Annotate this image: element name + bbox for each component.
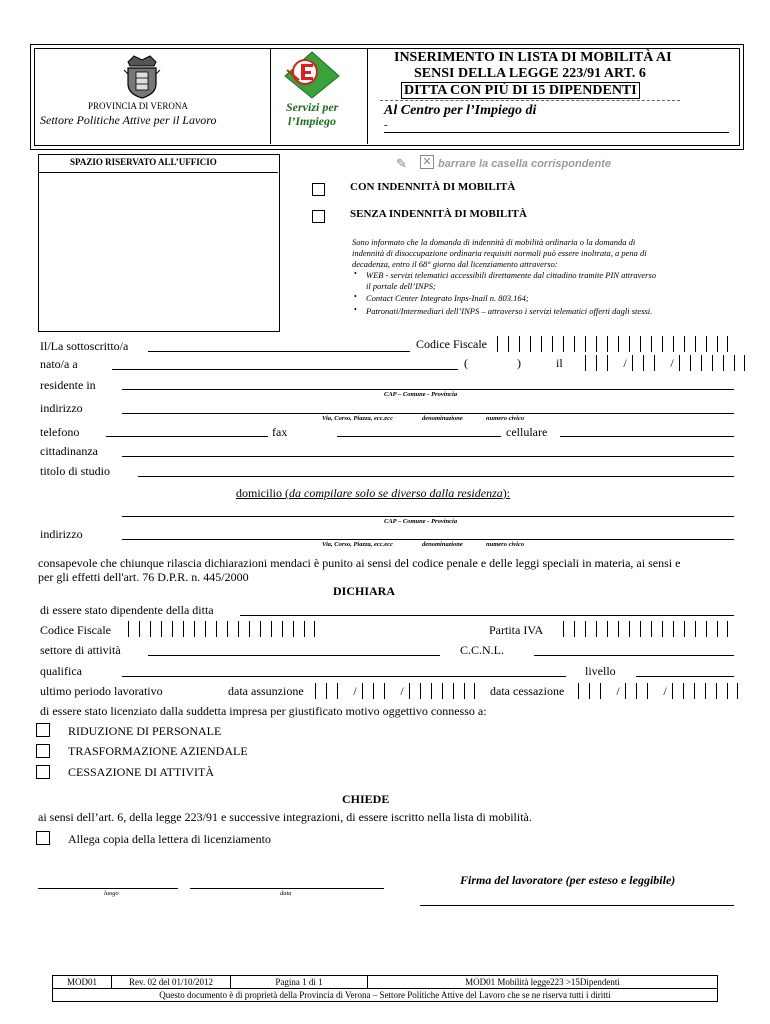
cellulare-label: cellulare: [506, 425, 548, 439]
trasformazione-checkbox[interactable]: [36, 744, 50, 758]
services-line1: Servizi per: [286, 100, 339, 114]
indirizzo-label: indirizzo: [40, 401, 83, 415]
bullet-icon: •: [354, 292, 357, 301]
footer-mod: MOD01: [53, 976, 112, 989]
il-label: il: [556, 356, 563, 370]
info-bullet3: Patronati/Intermediari dell’INPS – attraverso i servizi telematici offerti dagli stessi.: [366, 306, 653, 316]
livello-field[interactable]: [636, 676, 734, 677]
indirizzo2-label: indirizzo: [40, 527, 83, 541]
via-hint: Via, Corso, Piazza, ecc.ecc: [322, 415, 393, 422]
info-line2: indennità di disoccupazione ordinaria requisiti normali può essere inoltrata, a pena di: [352, 248, 647, 258]
telefono-label: telefono: [40, 425, 80, 439]
nato-field[interactable]: [112, 369, 458, 370]
assunzione-cells[interactable]: / /: [315, 683, 475, 699]
centro-field-line[interactable]: [384, 132, 729, 133]
dipendente-label: di essere stato dipendente della ditta: [40, 603, 214, 617]
piva-cells[interactable]: [563, 621, 728, 637]
declaration-text1: consapevole che chiunque rilascia dichiarazioni mendaci è punito ai sensi del codice penale e delle leggi speciali in materia, ai sensi e: [38, 556, 681, 570]
luogo-hint: luogo: [104, 890, 119, 897]
sector-name: Settore Politiche Attive per il Lavoro: [40, 113, 217, 127]
sottoscritto-label: Il/La sottoscritto/a: [40, 339, 129, 353]
title-line3: DITTA CON PIÙ DI 15 DIPENDENTI: [401, 82, 640, 99]
residente-label: residente in: [40, 378, 96, 392]
allega-label: Allega copia della lettera di licenziamento: [68, 832, 271, 846]
office-reserved-label: SPAZIO RISERVATO ALL’UFFICIO: [70, 157, 217, 167]
data-field[interactable]: [190, 888, 384, 889]
allega-checkbox[interactable]: [36, 831, 50, 845]
cf-label: Codice Fiscale: [416, 337, 487, 351]
title-line2: SENSI DELLA LEGGE 223/91 ART. 6: [414, 66, 646, 81]
settore-label: settore di attività: [40, 643, 121, 657]
ultimo-periodo-label: ultimo periodo lavorativo: [40, 684, 163, 698]
denominazione-hint-2: denominazione: [422, 541, 463, 548]
titolo-field[interactable]: [138, 476, 734, 477]
livello-label: livello: [585, 664, 616, 678]
header-divider-1: [270, 48, 271, 144]
dichiara-heading: DICHIARA: [333, 584, 396, 598]
settore-field[interactable]: [148, 655, 440, 656]
declaration-text2: per gli effetti dell'art. 76 D.P.R. n. 445/2000: [38, 570, 249, 584]
cf2-cells[interactable]: [128, 621, 315, 637]
header-divider-2: [367, 48, 368, 144]
cf2-label: Codice Fiscale: [40, 623, 111, 637]
title-dashed-rule: [380, 100, 680, 101]
checked-box-icon: ✕: [420, 155, 434, 169]
cessazione-label: data cessazione: [490, 684, 565, 698]
civico-hint-2: numero civico: [486, 541, 525, 548]
titolo-label: titolo di studio: [40, 464, 111, 478]
title-line1: INSERIMENTO IN LISTA DI MOBILITÀ AI: [394, 50, 672, 65]
ccnl-field[interactable]: [534, 655, 734, 656]
cessazione-checkbox[interactable]: [36, 765, 50, 779]
licenziato-label: di essere stato licenziato dalla suddetta impresa per giustificato motivo oggettivo connesso a:: [40, 704, 487, 718]
con-indennita-label: CON INDENNITÀ DI MOBILITÀ: [350, 181, 516, 193]
fax-label: fax: [272, 425, 288, 439]
assunzione-label: data assunzione: [228, 684, 304, 698]
residente-field[interactable]: [122, 389, 734, 390]
bullet-icon: •: [354, 305, 357, 314]
qualifica-label: qualifica: [40, 664, 82, 678]
prov-open: (: [464, 356, 468, 370]
firma-field[interactable]: [420, 905, 734, 906]
info-line3: decadenza, entro il 68° giorno dal licenziamento attraverso:: [352, 259, 558, 269]
info-bullet1b: il portale dell’INPS;: [366, 281, 436, 291]
chiede-heading: CHIEDE: [342, 792, 390, 806]
pencil-icon: ✎: [396, 156, 407, 171]
senza-indennita-label: SENZA INDENNITÀ DI MOBILITÀ: [350, 208, 527, 220]
birth-date-cells[interactable]: / /: [585, 355, 745, 371]
domicilio-indirizzo-field[interactable]: [122, 539, 734, 540]
denominazione-hint: denominazione: [422, 415, 463, 422]
sottoscritto-field[interactable]: [148, 351, 410, 352]
con-indennita-checkbox[interactable]: [312, 183, 325, 196]
info-line1: Sono informato che la domanda di indennità di mobilità ordinaria o la domanda di: [352, 237, 636, 247]
servizi-logo-icon: [277, 50, 347, 100]
cessazione-attivita-label: CESSAZIONE DI ATTIVITÀ: [68, 765, 214, 779]
footer-rev: Rev. 02 del 01/10/2012: [112, 976, 231, 989]
trasformazione-label: TRASFORMAZIONE AZIENDALE: [68, 744, 248, 758]
qualifica-field[interactable]: [122, 676, 566, 677]
footer-pagina: Pagina 1 di 1: [231, 976, 368, 989]
info-bullet1a: WEB - servizi telematici accessibili direttamente dal cittadino tramite PIN attraverso: [366, 270, 657, 280]
data-hint: data: [280, 890, 292, 897]
cap-hint-2: CAP – Comune - Provincia: [384, 518, 458, 525]
ditta-field[interactable]: [240, 615, 734, 616]
province-crest-icon: [120, 52, 164, 100]
centro-label: Al Centro per l’Impiego di: [384, 103, 537, 118]
indirizzo-field[interactable]: [122, 413, 734, 414]
fax-field[interactable]: [337, 436, 501, 437]
footer-table: [52, 975, 718, 1002]
services-line2: l’Impiego: [288, 114, 336, 128]
cap-hint: CAP – Comune - Provincia: [384, 391, 458, 398]
cf-cells[interactable]: [497, 336, 728, 352]
cellulare-field[interactable]: [560, 436, 734, 437]
prov-close: ): [517, 356, 521, 370]
ccnl-label: C.C.N.L.: [460, 643, 505, 657]
luogo-field[interactable]: [38, 888, 178, 889]
piva-label: Partita IVA: [489, 623, 544, 637]
office-reserved-box: [38, 154, 280, 332]
footer-name: MOD01 Mobilità legge223 >15Dipendenti: [368, 976, 718, 989]
via-hint-2: Via, Corso, Piazza, ecc.ecc: [322, 541, 393, 548]
province-name: PROVINCIA DI VERONA: [88, 101, 188, 111]
instructions-text: barrare la casella corrispondente: [438, 158, 612, 170]
riduzione-label: RIDUZIONE DI PERSONALE: [68, 724, 222, 738]
bullet-icon: •: [354, 269, 357, 278]
cessazione-cells[interactable]: / /: [578, 683, 738, 699]
domicilio-heading: domicilio (da compilare solo se diverso dalla residenza):: [236, 486, 511, 500]
nato-label: nato/a a: [40, 357, 78, 371]
cittadinanza-field[interactable]: [122, 456, 734, 457]
footer-owner: Questo documento è di proprietà della Provincia di Verona – Settore Politiche Attive del Lavoro che se ne riserva tutti i diritti: [53, 989, 718, 1002]
info-bullet2: Contact Center Integrato Inps-Inail n. 803.164;: [366, 293, 529, 303]
riduzione-checkbox[interactable]: [36, 723, 50, 737]
centro-dash: -: [384, 119, 388, 131]
telefono-field[interactable]: [106, 436, 268, 437]
firma-label: Firma del lavoratore (per esteso e leggibile): [460, 873, 676, 887]
chiede-text: ai sensi dell’art. 6, della legge 223/91 e successive integrazioni, di essere iscritto nella lista di mobilità.: [38, 810, 532, 824]
civico-hint: numero civico: [486, 415, 525, 422]
cittadinanza-label: cittadinanza: [40, 444, 98, 458]
domicilio-cap-field[interactable]: [122, 516, 734, 517]
senza-indennita-checkbox[interactable]: [312, 210, 325, 223]
